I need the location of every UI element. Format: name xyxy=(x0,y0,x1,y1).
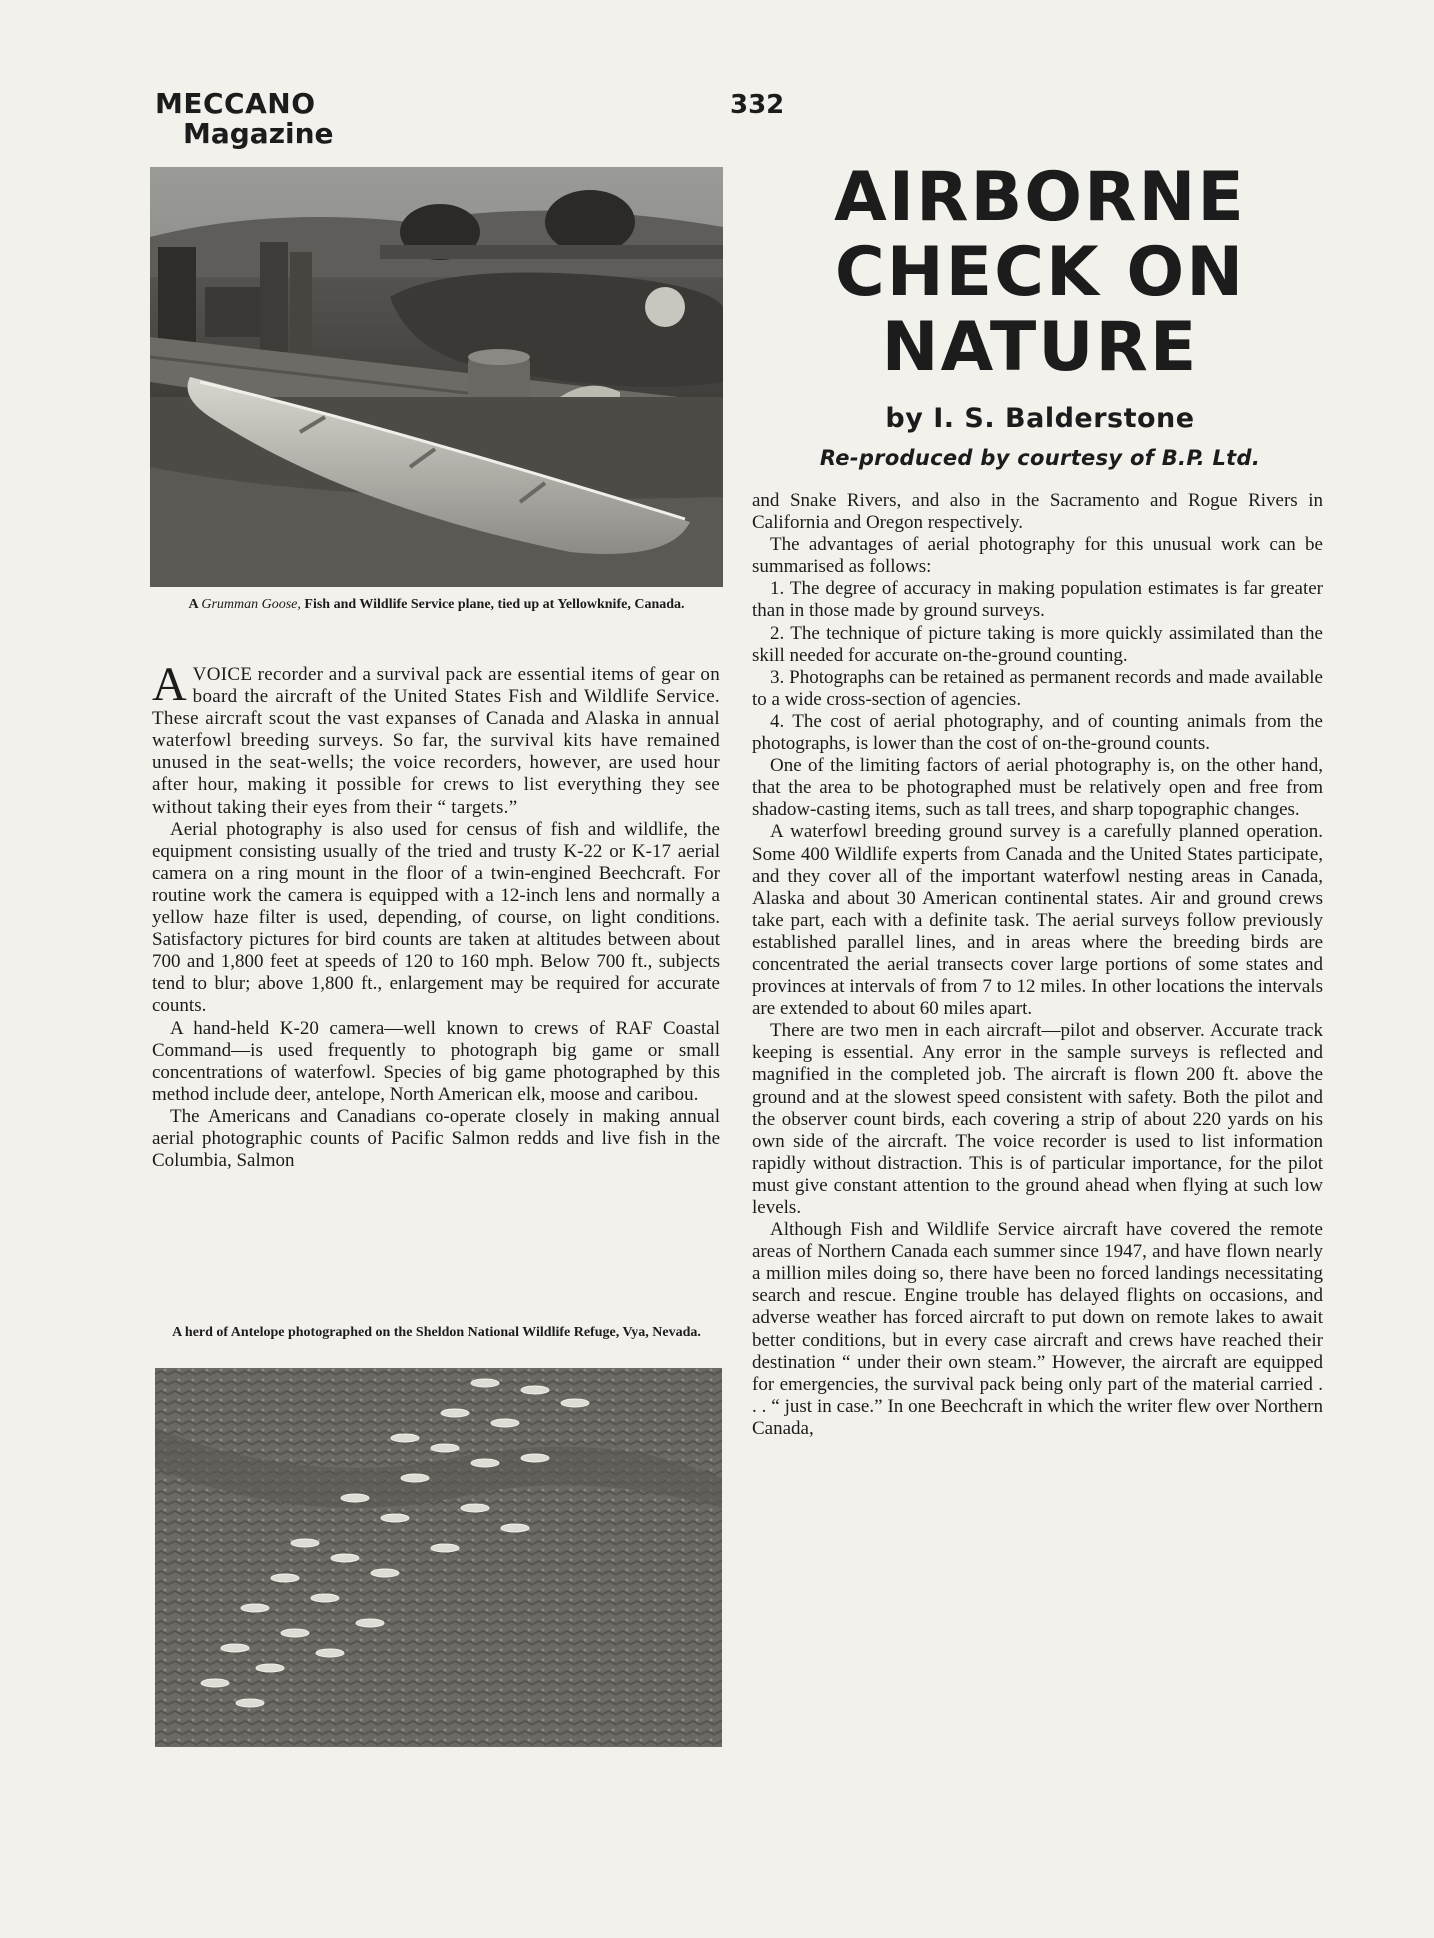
seaplane-photo-caption xyxy=(150,597,723,613)
page-number: 332 xyxy=(730,90,785,120)
article-paragraph: One of the limiting factors of aerial photography is, on the other hand, that the area to be photographed must be relatively open and free from shadow-casting items, such as tall trees, and sharp topographic changes. xyxy=(752,755,1323,821)
title-line-3: NATURE xyxy=(881,308,1199,387)
article-paragraph: 3. Photographs can be retained as permanent records and made available to a wide cross-section of agencies. xyxy=(752,666,1323,710)
caption-prefix: A xyxy=(188,597,202,612)
article-paragraph: and Snake Rivers, and also in the Sacramento and Rogue Rivers in California and Oregon respectively. xyxy=(752,490,1323,534)
article-paragraph: Although Fish and Wildlife Service aircraft have covered the remote areas of Northern Canada each summer since 1947, and have flown nearly a million miles doing so, there have been no forced landings necessitating search and rescue. Engine trouble has delayed flights on occasions, and adverse weather has forced aircraft to put down on remote lakes to await better conditions, but in every case aircraft and crews have reached their destination “ under their own steam.” However, the aircraft are equipped for emergencies, the survival pack being only part of the material carried . . . “ just in case.” In one Beechcraft in which the writer flew over Northern Canada, xyxy=(752,1219,1323,1439)
antelope-photo-caption: A herd of Antelope photographed on the Sheldon National Wildlife Refuge, Vya, Nevada. xyxy=(172,1325,701,1340)
paragraph-text: VOICE recorder and a survival pack are essential items of gear on board the aircraft of the United States Fish and Wildlife Service. These aircraft scout the vast expanses of Canada and Alaska in annual waterfowl breeding surveys. So far, the survival kits have remained unused in the seat-wells; the voice recorders, however, are used hour after hour, making it possible for crews to list everything they see without taking their eyes from their “ targets.” xyxy=(152,664,720,818)
article-paragraph: The Americans and Canadians co-operate closely in making annual aerial photographic counts of Pacific Salmon redds and live fish in the Columbia, Salmon xyxy=(152,1105,720,1172)
article-paragraph: The advantages of aerial photography for this unusual work can be summarised as follows: xyxy=(752,534,1323,578)
caption-rest: Fish and Wildlife Service plane, tied up at Yellowknife, Canada. xyxy=(300,597,685,612)
masthead-line2: Magazine xyxy=(183,117,334,150)
article-paragraph: 2. The technique of picture taking is more quickly assimilated than the skill needed for accurate on-the-ground counting. xyxy=(752,622,1323,666)
courtesy-credit: Re-produced by courtesy of B.P. Ltd. xyxy=(819,446,1261,470)
article-paragraph: A hand-held K-20 camera—well known to crews of RAF Coastal Command—is used frequently to photograph big game or small concentrations of waterfowl. Species of big game photographed by this method include deer, antelope, North American elk, moose and caribou. xyxy=(152,1017,720,1105)
article-paragraph: A waterfowl breeding ground survey is a carefully planned operation. Some 400 Wildlife experts from Canada and the United States participate, and they cover all of the important waterfowl nesting areas in Canada, Alaska and about 30 American continental states. Air and ground crews take part, each with a definite task. The aerial surveys follow previously established parallel lines, and in areas where the breeding birds are concentrated the aerial transects cover large portions of some states and provinces at intervals of from 7 to 12 miles. In other locations the intervals are extended to about 60 miles apart. xyxy=(752,821,1323,1020)
article-title-block xyxy=(755,160,1325,470)
article-column-right xyxy=(752,490,1323,1440)
byline: by I. S. Balderstone xyxy=(885,403,1195,434)
article-paragraph: There are two men in each aircraft—pilot and observer. Accurate track keeping is essential. Any error in the sample surveys is reflected and magnified in the completed job. The aircraft is flown 200 ft. above the ground and at the slowest speed consistent with safety. Both the pilot and the observer count birds, each covering a strip of about 220 yards on his own side of the aircraft. The voice recorder is used to list information rapidly without distraction. This is of particular importance, for the pilot must give constant attention to the ground ahead when flying at such low levels. xyxy=(752,1020,1323,1218)
article-paragraph: 4. The cost of aerial photography, and of counting animals from the photographs, is lower than the cost of on-the-ground counts. xyxy=(752,710,1323,755)
seaplane-photo xyxy=(150,167,723,587)
article-paragraph: Aerial photography is also used for census of fish and wildlife, the equipment consisting usually of the tried and trusty K-22 or K-17 aerial camera on a ring mount in the floor of a twin-engined Beechcraft. For routine work the camera is equipped with a 12-inch lens and normally a yellow haze filter is used, depending, of course, on light conditions. Satisfactory pictures for bird counts are taken at altitudes between about 700 and 1,800 feet at speeds of 120 to 160 mph. Below 700 ft., subjects tend to blur; above 1,800 ft., enlargement may be required for accurate counts. xyxy=(152,818,720,1017)
drop-cap: A xyxy=(152,658,187,711)
caption-aircraft-name: Grumman Goose, xyxy=(201,597,301,612)
article-paragraph: 1. The degree of accuracy in making population estimates is far greater than in those made by ground surveys. xyxy=(752,578,1323,622)
article-paragraph xyxy=(152,658,720,819)
masthead xyxy=(155,87,334,150)
article-column-left xyxy=(152,658,720,1172)
masthead-line1: MECCANO xyxy=(155,87,316,120)
title-line-1: AIRBORNE xyxy=(834,158,1246,237)
title-line-2: CHECK ON xyxy=(834,233,1246,312)
antelope-herd-photo xyxy=(155,1368,722,1747)
